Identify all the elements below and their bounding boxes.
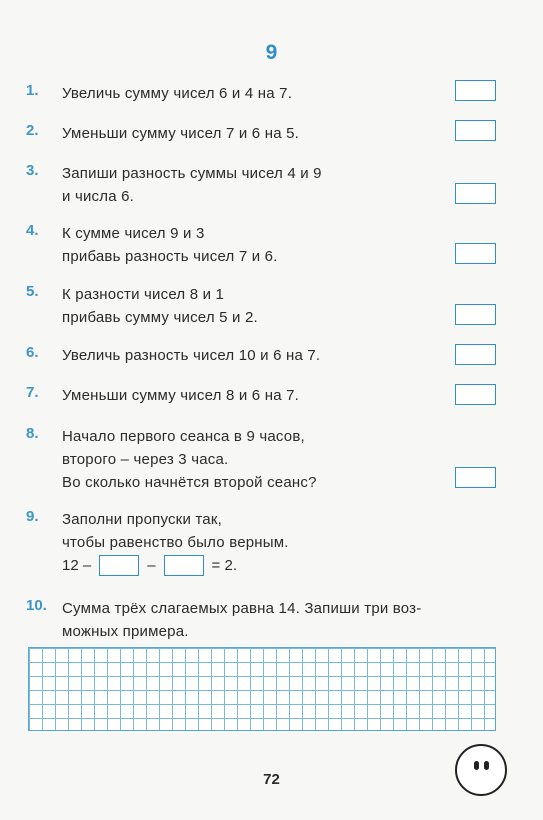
equation-start: 12 – <box>62 557 92 574</box>
smiley-eye-left <box>474 761 479 770</box>
answer-box-8[interactable] <box>455 467 496 488</box>
equation-blank-1[interactable] <box>99 555 139 576</box>
answer-box-4[interactable] <box>455 243 496 264</box>
task-number: 3. <box>26 162 39 179</box>
task-number: 8. <box>26 425 39 442</box>
task-text: Уменьши сумму чисел 7 и 6 на 5. <box>62 125 300 142</box>
task-number: 4. <box>26 222 39 239</box>
equation-minus: – <box>147 557 156 574</box>
task-text: Начало первого сеанса в 9 часов, второго – через 3 часа. Во сколько начнётся второй сеанс? <box>62 428 317 491</box>
task-text: Запиши разность суммы чисел 4 и 9 и числа 6. <box>62 165 322 205</box>
page-title: 9 <box>265 41 278 64</box>
task-number: 7. <box>26 384 39 401</box>
answer-grid[interactable] <box>28 647 496 731</box>
smiley-eye-right <box>484 761 489 770</box>
answer-box-7[interactable] <box>455 384 496 405</box>
task-number: 6. <box>26 344 39 361</box>
page-number: 72 <box>263 771 280 788</box>
task-text: Увеличь сумму чисел 6 и 4 на 7. <box>62 85 293 102</box>
task-number: 1. <box>26 82 39 99</box>
answer-box-5[interactable] <box>455 304 496 325</box>
task-text: К разности чисел 8 и 1 прибавь сумму чисел 5 и 2. <box>62 286 258 326</box>
task-number: 5. <box>26 283 39 300</box>
answer-box-2[interactable] <box>455 120 496 141</box>
task-text: Заполни пропуски так, чтобы равенство было верным. <box>62 511 289 551</box>
equation-end: = 2. <box>211 557 237 574</box>
equation <box>62 555 237 576</box>
task-text: Сумма трёх слагаемых равна 14. Запиши три воз- можных примера. <box>62 600 422 640</box>
task-text: К сумме чисел 9 и 3 прибавь разность чисел 7 и 6. <box>62 225 278 265</box>
task-number: 10. <box>26 597 47 614</box>
answer-box-1[interactable] <box>455 80 496 101</box>
task-number: 9. <box>26 508 39 525</box>
answer-box-6[interactable] <box>455 344 496 365</box>
task-text: Увеличь разность чисел 10 и 6 на 7. <box>62 347 321 364</box>
task-text: Уменьши сумму чисел 8 и 6 на 7. <box>62 387 300 404</box>
task-number: 2. <box>26 122 39 139</box>
answer-box-3[interactable] <box>455 183 496 204</box>
smiley-icon <box>455 744 507 796</box>
equation-blank-2[interactable] <box>164 555 204 576</box>
